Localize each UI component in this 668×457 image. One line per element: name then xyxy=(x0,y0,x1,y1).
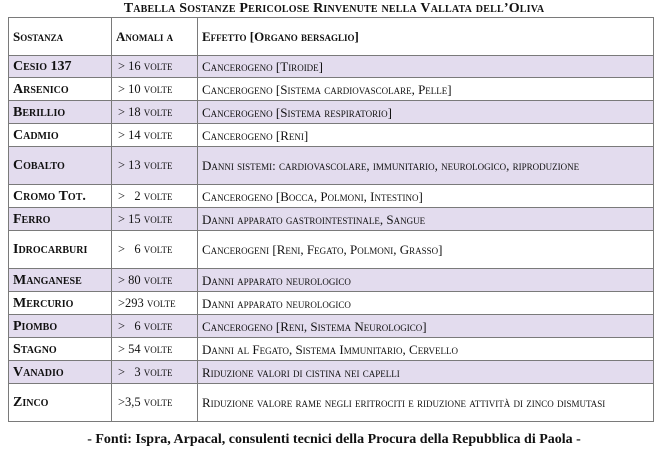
cell-sostanza: Manganese xyxy=(9,269,112,292)
cell-sostanza: Cadmio xyxy=(9,124,112,147)
cell-anomalia: > 3 volte xyxy=(112,361,198,384)
cell-anomalia: > 54 volte xyxy=(112,338,198,361)
table-row xyxy=(9,361,654,384)
table-row xyxy=(9,384,654,422)
cell-effetto: Cancerogeno [Sistema cardiovascolare, Pelle] xyxy=(198,78,654,101)
table-row xyxy=(9,56,654,78)
header-sostanza: Sostanza xyxy=(9,18,112,56)
cell-anomalia: >293 volte xyxy=(112,292,198,315)
cell-anomalia: > 14 volte xyxy=(112,124,198,147)
cell-sostanza: Idrocarburi xyxy=(9,231,112,269)
cell-sostanza: Ferro xyxy=(9,208,112,231)
table-row xyxy=(9,147,654,185)
table-row xyxy=(9,124,654,147)
cell-anomalia: > 6 volte xyxy=(112,231,198,269)
table-row xyxy=(9,292,654,315)
cell-effetto: Cancerogeno [Tiroide] xyxy=(198,56,654,78)
cell-sostanza: Cromo Tot. xyxy=(9,185,112,208)
table-row xyxy=(9,78,654,101)
substances-table xyxy=(8,17,654,422)
cell-anomalia: > 15 volte xyxy=(112,208,198,231)
cell-effetto: Danni al Fegato, Sistema Immunitario, Cervello xyxy=(198,338,654,361)
cell-sostanza: Stagno xyxy=(9,338,112,361)
header-row xyxy=(9,18,654,56)
table-row xyxy=(9,208,654,231)
cell-effetto: Cancerogeno [Sistema respiratorio] xyxy=(198,101,654,124)
cell-anomalia: > 80 volte xyxy=(112,269,198,292)
table-row xyxy=(9,338,654,361)
cell-anomalia: > 13 volte xyxy=(112,147,198,185)
cell-effetto: Riduzione valori di cistina nei capelli xyxy=(198,361,654,384)
cell-effetto: Cancerogeno [Reni, Sistema Neurologico] xyxy=(198,315,654,338)
cell-sostanza: Cobalto xyxy=(9,147,112,185)
cell-sostanza: Vanadio xyxy=(9,361,112,384)
cell-sostanza: Berillio xyxy=(9,101,112,124)
cell-effetto: Danni apparato neurologico xyxy=(198,292,654,315)
cell-anomalia: > 6 volte xyxy=(112,315,198,338)
cell-anomalia: >3,5 volte xyxy=(112,384,198,422)
table-title: Tabella Sostanze Pericolose Rinvenute nella Vallata dell’Oliva xyxy=(123,1,545,16)
cell-effetto: Cancerogeno [Reni] xyxy=(198,124,654,147)
cell-sostanza: Cesio 137 xyxy=(9,56,112,78)
cell-effetto: Danni sistemi: cardiovascolare, immunitario, neurologico, riproduzione xyxy=(198,147,654,185)
cell-effetto: Cancerogeni [Reni, Fegato, Polmoni, Grasso] xyxy=(198,231,654,269)
table-row xyxy=(9,315,654,338)
table-row xyxy=(9,101,654,124)
cell-effetto: Danni apparato gastrointestinale, Sangue xyxy=(198,208,654,231)
cell-effetto: Danni apparato neurologico xyxy=(198,269,654,292)
cell-sostanza: Piombo xyxy=(9,315,112,338)
header-effetto: Effetto [Organo bersaglio] xyxy=(198,18,654,56)
table-row xyxy=(9,185,654,208)
cell-effetto: Riduzione valore rame negli eritrociti e riduzione attività di zinco dismutasi xyxy=(198,384,654,422)
cell-anomalia: > 2 volte xyxy=(112,185,198,208)
table-row xyxy=(9,269,654,292)
cell-anomalia: > 18 volte xyxy=(112,101,198,124)
cell-sostanza: Zinco xyxy=(9,384,112,422)
cell-sostanza: Arsenico xyxy=(9,78,112,101)
cell-effetto: Cancerogeno [Bocca, Polmoni, Intestino] xyxy=(198,185,654,208)
sources-footer: - Fonti: Ispra, Arpacal, consulenti tecnici della Procura della Repubblica di Paola - xyxy=(87,432,581,447)
header-anomalia: Anomali a xyxy=(112,18,198,56)
cell-anomalia: > 10 volte xyxy=(112,78,198,101)
table-row xyxy=(9,231,654,269)
cell-anomalia: > 16 volte xyxy=(112,56,198,78)
cell-sostanza: Mercurio xyxy=(9,292,112,315)
